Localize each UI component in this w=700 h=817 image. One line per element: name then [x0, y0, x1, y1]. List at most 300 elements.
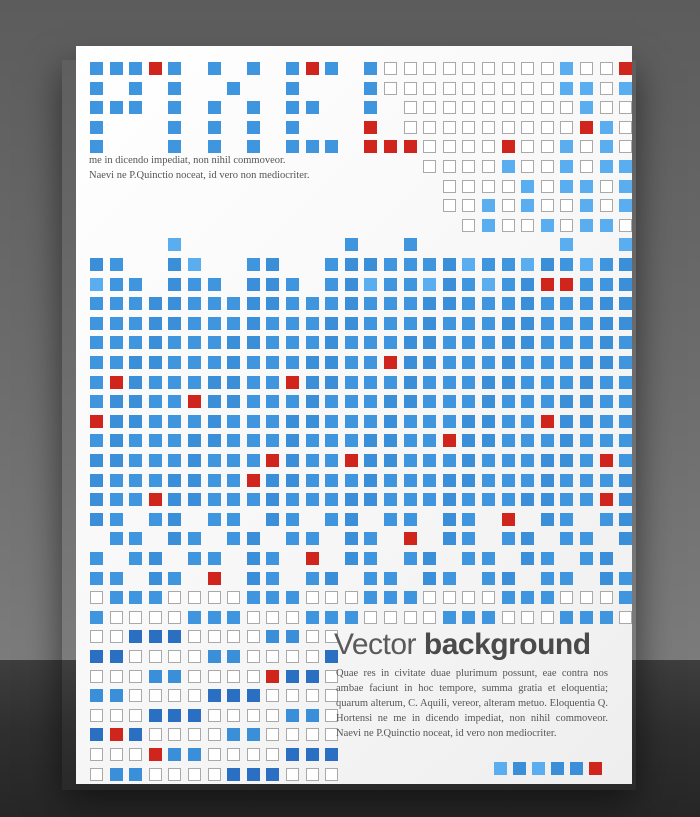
grid-pixel: [345, 454, 358, 467]
grid-pixel: [560, 140, 573, 153]
grid-pixel: [110, 728, 123, 741]
grid-pixel: [580, 82, 593, 95]
grid-pixel: [521, 278, 534, 291]
grid-pixel: [443, 493, 456, 506]
grid-pixel: [90, 297, 103, 310]
grid-pixel: [560, 493, 573, 506]
grid-pixel: [600, 513, 613, 526]
grid-pixel: [462, 199, 475, 212]
grid-pixel: [247, 748, 260, 761]
grid-pixel: [168, 317, 181, 330]
grid-pixel: [384, 572, 397, 585]
title-pixel: [364, 62, 377, 75]
grid-pixel: [266, 395, 279, 408]
grid-pixel: [306, 650, 319, 663]
title-pixel: [286, 140, 299, 153]
grid-pixel: [286, 376, 299, 389]
grid-pixel: [502, 395, 515, 408]
grid-pixel: [149, 728, 162, 741]
title-pixel: [90, 121, 103, 134]
grid-pixel: [129, 768, 142, 781]
grid-pixel: [404, 238, 417, 251]
grid-pixel: [208, 768, 221, 781]
grid-pixel: [423, 395, 436, 408]
grid-pixel: [306, 336, 319, 349]
grid-pixel: [149, 356, 162, 369]
grid-pixel: [208, 278, 221, 291]
grid-pixel: [266, 415, 279, 428]
grid-pixel: [580, 121, 593, 134]
grid-pixel: [168, 474, 181, 487]
grid-pixel: [580, 258, 593, 271]
grid-pixel: [384, 513, 397, 526]
grid-pixel: [423, 278, 436, 291]
grid-pixel: [443, 82, 456, 95]
grid-pixel: [90, 552, 103, 565]
grid-pixel: [462, 513, 475, 526]
title-pixel: [110, 101, 123, 114]
grid-pixel: [423, 474, 436, 487]
grid-pixel: [129, 454, 142, 467]
grid-pixel: [286, 297, 299, 310]
grid-pixel: [188, 630, 201, 643]
grid-pixel: [541, 356, 554, 369]
grid-pixel: [325, 415, 338, 428]
grid-pixel: [482, 140, 495, 153]
grid-pixel: [208, 689, 221, 702]
grid-pixel: [364, 493, 377, 506]
grid-pixel: [404, 376, 417, 389]
grid-pixel: [129, 395, 142, 408]
grid-pixel: [600, 82, 613, 95]
grid-pixel: [521, 297, 534, 310]
grid-pixel: [580, 101, 593, 114]
grid-pixel: [90, 670, 103, 683]
grid-pixel: [364, 552, 377, 565]
headline: [334, 628, 624, 662]
accent-pixel: [532, 762, 545, 775]
grid-pixel: [502, 415, 515, 428]
grid-pixel: [306, 670, 319, 683]
grid-pixel: [325, 474, 338, 487]
grid-pixel: [247, 650, 260, 663]
grid-pixel: [541, 297, 554, 310]
grid-pixel: [443, 395, 456, 408]
grid-pixel: [168, 415, 181, 428]
grid-pixel: [502, 572, 515, 585]
grid-pixel: [247, 395, 260, 408]
grid-pixel: [423, 415, 436, 428]
grid-pixel: [188, 611, 201, 624]
grid-pixel: [345, 611, 358, 624]
grid-pixel: [541, 572, 554, 585]
grid-pixel: [482, 317, 495, 330]
grid-pixel: [306, 630, 319, 643]
grid-pixel: [129, 317, 142, 330]
grid-pixel: [286, 415, 299, 428]
grid-pixel: [208, 297, 221, 310]
intro-text: me in dicendo impediat, non nihil commoveor. Naevi ne P.Quinctio noceat, id vero non mediocriter.: [89, 155, 310, 181]
grid-pixel: [364, 611, 377, 624]
grid-pixel: [560, 297, 573, 310]
grid-pixel: [619, 474, 632, 487]
grid-pixel: [345, 415, 358, 428]
grid-pixel: [227, 709, 240, 722]
grid-pixel: [227, 768, 240, 781]
grid-pixel: [384, 336, 397, 349]
grid-pixel: [149, 591, 162, 604]
grid-pixel: [149, 552, 162, 565]
grid-pixel: [208, 474, 221, 487]
grid-pixel: [541, 258, 554, 271]
title-pixel: [110, 62, 123, 75]
grid-pixel: [286, 611, 299, 624]
grid-pixel: [443, 415, 456, 428]
grid-pixel: [247, 611, 260, 624]
grid-pixel: [600, 552, 613, 565]
title-pixel: [149, 62, 162, 75]
grid-pixel: [423, 572, 436, 585]
grid-pixel: [168, 356, 181, 369]
grid-pixel: [404, 552, 417, 565]
grid-pixel: [227, 532, 240, 545]
grid-pixel: [482, 356, 495, 369]
grid-pixel: [266, 493, 279, 506]
grid-pixel: [521, 199, 534, 212]
grid-pixel: [443, 356, 456, 369]
grid-pixel: [188, 728, 201, 741]
grid-pixel: [580, 140, 593, 153]
grid-pixel: [600, 160, 613, 173]
grid-pixel: [462, 415, 475, 428]
grid-pixel: [345, 434, 358, 447]
grid-pixel: [325, 317, 338, 330]
title-pixel: [247, 140, 260, 153]
grid-pixel: [384, 474, 397, 487]
grid-pixel: [364, 572, 377, 585]
grid-pixel: [521, 552, 534, 565]
grid-pixel: [286, 513, 299, 526]
grid-pixel: [325, 434, 338, 447]
grid-pixel: [168, 258, 181, 271]
title-pixel: [364, 140, 377, 153]
grid-pixel: [188, 336, 201, 349]
grid-pixel: [129, 630, 142, 643]
title-pixel: [306, 62, 319, 75]
grid-pixel: [580, 493, 593, 506]
grid-pixel: [580, 219, 593, 232]
body-text: Quae res in civitate duae plurimum possunt, eae contra nos ambae faciunt in hoc tempore, summa gratia et eloquentia; quarum alterum, C. Aquili, vereor, alteram metuo. Eloquentia Q. Hortensi ne me in dicendo impediat, non nihil commoveor. Naevi ne P.Quinctio noceat, id vero non mediocriter.: [336, 668, 608, 739]
grid-pixel: [168, 395, 181, 408]
grid-pixel: [462, 591, 475, 604]
grid-pixel: [306, 317, 319, 330]
grid-pixel: [325, 572, 338, 585]
grid-pixel: [266, 728, 279, 741]
grid-pixel: [364, 434, 377, 447]
grid-pixel: [560, 238, 573, 251]
title-pixel: [286, 101, 299, 114]
grid-pixel: [502, 82, 515, 95]
grid-pixel: [247, 434, 260, 447]
grid-pixel: [462, 454, 475, 467]
grid-pixel: [560, 591, 573, 604]
grid-pixel: [266, 278, 279, 291]
grid-pixel: [619, 238, 632, 251]
grid-pixel: [90, 709, 103, 722]
grid-pixel: [462, 336, 475, 349]
flyer: [76, 46, 632, 784]
grid-pixel: [149, 630, 162, 643]
grid-pixel: [502, 376, 515, 389]
grid-pixel: [247, 415, 260, 428]
accent-pixel: [551, 762, 564, 775]
grid-pixel: [90, 395, 103, 408]
grid-pixel: [110, 630, 123, 643]
grid-pixel: [286, 630, 299, 643]
grid-pixel: [462, 493, 475, 506]
grid-pixel: [541, 101, 554, 114]
grid-pixel: [110, 415, 123, 428]
grid-pixel: [188, 356, 201, 369]
title-pixel: [286, 62, 299, 75]
grid-pixel: [364, 591, 377, 604]
grid-pixel: [404, 415, 417, 428]
grid-pixel: [110, 297, 123, 310]
grid-pixel: [619, 376, 632, 389]
grid-pixel: [306, 395, 319, 408]
grid-pixel: [227, 297, 240, 310]
grid-pixel: [345, 552, 358, 565]
grid-pixel: [149, 474, 162, 487]
grid-pixel: [600, 317, 613, 330]
grid-pixel: [110, 395, 123, 408]
grid-pixel: [443, 376, 456, 389]
grid-pixel: [502, 160, 515, 173]
grid-pixel: [384, 356, 397, 369]
grid-pixel: [580, 552, 593, 565]
grid-pixel: [541, 62, 554, 75]
grid-pixel: [325, 258, 338, 271]
grid-pixel: [364, 278, 377, 291]
grid-pixel: [482, 82, 495, 95]
grid-pixel: [345, 532, 358, 545]
grid-pixel: [247, 454, 260, 467]
grid-pixel: [266, 513, 279, 526]
grid-pixel: [306, 376, 319, 389]
grid-pixel: [423, 454, 436, 467]
grid-pixel: [110, 317, 123, 330]
grid-pixel: [129, 552, 142, 565]
grid-pixel: [266, 709, 279, 722]
grid-pixel: [423, 356, 436, 369]
grid-pixel: [345, 258, 358, 271]
grid-pixel: [384, 376, 397, 389]
grid-pixel: [129, 415, 142, 428]
grid-pixel: [364, 297, 377, 310]
accent-pixel: [589, 762, 602, 775]
grid-pixel: [502, 62, 515, 75]
grid-pixel: [541, 180, 554, 193]
grid-pixel: [404, 493, 417, 506]
grid-pixel: [149, 317, 162, 330]
grid-pixel: [110, 513, 123, 526]
grid-pixel: [482, 572, 495, 585]
grid-pixel: [541, 591, 554, 604]
grid-pixel: [521, 82, 534, 95]
grid-pixel: [521, 317, 534, 330]
grid-pixel: [560, 395, 573, 408]
grid-pixel: [110, 474, 123, 487]
grid-pixel: [619, 317, 632, 330]
grid-pixel: [482, 493, 495, 506]
grid-pixel: [168, 238, 181, 251]
grid-pixel: [423, 611, 436, 624]
grid-pixel: [404, 317, 417, 330]
grid-pixel: [541, 513, 554, 526]
title-pixel: [168, 101, 181, 114]
grid-pixel: [168, 278, 181, 291]
grid-pixel: [286, 395, 299, 408]
grid-pixel: [580, 434, 593, 447]
grid-pixel: [110, 493, 123, 506]
grid-pixel: [404, 454, 417, 467]
grid-pixel: [110, 258, 123, 271]
grid-pixel: [129, 748, 142, 761]
grid-pixel: [521, 474, 534, 487]
grid-pixel: [149, 336, 162, 349]
grid-pixel: [443, 454, 456, 467]
grid-pixel: [188, 493, 201, 506]
grid-pixel: [266, 670, 279, 683]
grid-pixel: [188, 532, 201, 545]
grid-pixel: [266, 474, 279, 487]
grid-pixel: [404, 121, 417, 134]
grid-pixel: [619, 572, 632, 585]
grid-pixel: [247, 493, 260, 506]
grid-pixel: [208, 748, 221, 761]
grid-pixel: [110, 572, 123, 585]
grid-pixel: [541, 376, 554, 389]
grid-pixel: [306, 709, 319, 722]
grid-pixel: [110, 434, 123, 447]
grid-pixel: [521, 101, 534, 114]
grid-pixel: [168, 650, 181, 663]
grid-pixel: [502, 493, 515, 506]
grid-pixel: [482, 395, 495, 408]
grid-pixel: [266, 356, 279, 369]
grid-pixel: [619, 493, 632, 506]
grid-pixel: [345, 356, 358, 369]
grid-pixel: [149, 434, 162, 447]
grid-pixel: [404, 532, 417, 545]
grid-pixel: [462, 82, 475, 95]
grid-pixel: [560, 121, 573, 134]
grid-pixel: [129, 650, 142, 663]
grid-pixel: [149, 376, 162, 389]
grid-pixel: [384, 395, 397, 408]
grid-pixel: [149, 650, 162, 663]
grid-pixel: [560, 278, 573, 291]
grid-pixel: [110, 670, 123, 683]
grid-pixel: [462, 317, 475, 330]
grid-pixel: [227, 415, 240, 428]
grid-pixel: [462, 121, 475, 134]
grid-pixel: [541, 474, 554, 487]
grid-pixel: [168, 454, 181, 467]
title-pixel: [90, 62, 103, 75]
grid-pixel: [521, 219, 534, 232]
grid-pixel: [247, 317, 260, 330]
grid-pixel: [345, 336, 358, 349]
grid-pixel: [404, 611, 417, 624]
grid-pixel: [110, 768, 123, 781]
grid-pixel: [345, 474, 358, 487]
grid-pixel: [560, 317, 573, 330]
title-pixel: [90, 82, 103, 95]
grid-pixel: [306, 748, 319, 761]
title-pixel: [208, 62, 221, 75]
grid-pixel: [208, 317, 221, 330]
grid-pixel: [188, 689, 201, 702]
grid-pixel: [384, 611, 397, 624]
title-pixel: [90, 101, 103, 114]
grid-pixel: [345, 297, 358, 310]
grid-pixel: [384, 434, 397, 447]
grid-pixel: [208, 454, 221, 467]
grid-pixel: [266, 689, 279, 702]
grid-pixel: [423, 140, 436, 153]
grid-pixel: [443, 474, 456, 487]
grid-pixel: [502, 532, 515, 545]
grid-pixel: [443, 160, 456, 173]
grid-pixel: [560, 199, 573, 212]
grid-pixel: [600, 572, 613, 585]
grid-pixel: [600, 62, 613, 75]
grid-pixel: [110, 454, 123, 467]
grid-pixel: [600, 278, 613, 291]
grid-pixel: [188, 591, 201, 604]
title-pixel: [247, 101, 260, 114]
title-pixel: [129, 62, 142, 75]
grid-pixel: [619, 62, 632, 75]
grid-pixel: [521, 121, 534, 134]
grid-pixel: [208, 670, 221, 683]
grid-pixel: [110, 278, 123, 291]
accent-pixel: [513, 762, 526, 775]
grid-pixel: [227, 630, 240, 643]
grid-pixel: [619, 258, 632, 271]
title-pixel: [306, 140, 319, 153]
grid-pixel: [168, 689, 181, 702]
grid-pixel: [423, 493, 436, 506]
grid-pixel: [306, 689, 319, 702]
grid-pixel: [286, 768, 299, 781]
grid-pixel: [423, 82, 436, 95]
grid-pixel: [580, 278, 593, 291]
grid-pixel: [325, 297, 338, 310]
grid-pixel: [560, 258, 573, 271]
grid-pixel: [306, 728, 319, 741]
grid-pixel: [482, 591, 495, 604]
grid-pixel: [502, 317, 515, 330]
grid-pixel: [110, 709, 123, 722]
grid-pixel: [423, 336, 436, 349]
title-pixel: [306, 101, 319, 114]
grid-pixel: [600, 591, 613, 604]
grid-pixel: [188, 454, 201, 467]
grid-pixel: [404, 395, 417, 408]
grid-pixel: [345, 238, 358, 251]
